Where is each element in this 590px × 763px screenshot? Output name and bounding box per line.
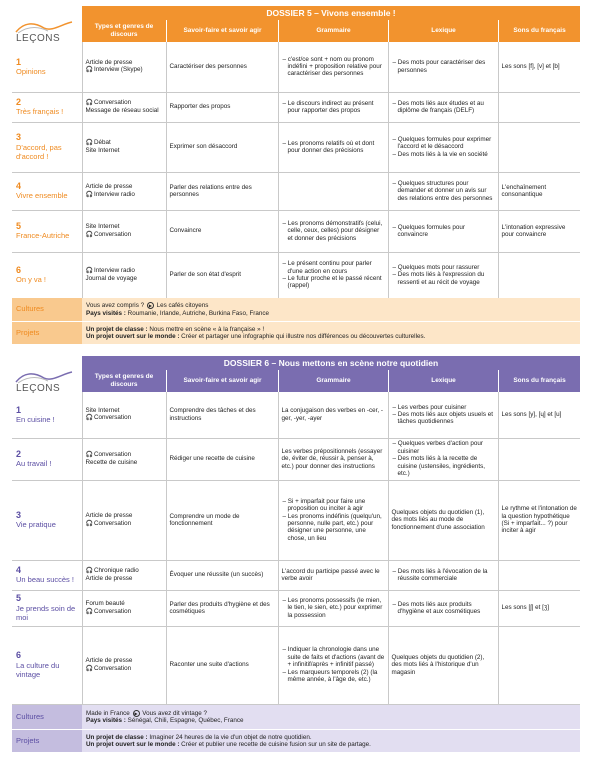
lesson-cell bbox=[12, 590, 82, 626]
discourse-type bbox=[86, 665, 163, 673]
table-row bbox=[12, 480, 580, 560]
pays-visites-label: Pays visités : bbox=[86, 717, 126, 724]
lesson-number: 1 bbox=[16, 404, 22, 415]
lesson-cell bbox=[12, 480, 82, 560]
grammaire-cell bbox=[278, 626, 388, 704]
grammaire-cell bbox=[278, 172, 388, 210]
lexique-cell bbox=[388, 172, 498, 210]
discourse-type bbox=[86, 520, 163, 528]
grammaire-cell bbox=[278, 590, 388, 626]
discourse-type-label: Site Internet bbox=[85, 223, 120, 231]
table-row bbox=[12, 42, 580, 92]
discourse-type-label: Article de presse bbox=[85, 575, 133, 583]
lesson-cell bbox=[12, 252, 82, 298]
headphones-icon: 🎧 bbox=[85, 67, 93, 74]
dossier-5 bbox=[12, 6, 580, 346]
types-cell bbox=[82, 392, 166, 438]
savoir-cell: Parler de son état d'esprit bbox=[166, 252, 278, 298]
sons-cell bbox=[498, 560, 580, 590]
grammaire-item: – Le discours indirect au présent pour rapporter des propos bbox=[282, 100, 385, 115]
pays-visites: Sénégal, Chili, Espagne, Québec, France bbox=[127, 717, 244, 724]
lecons-swirl-icon bbox=[14, 370, 76, 384]
discourse-type-label: Chronique radio bbox=[93, 567, 139, 575]
dossier-6-projets bbox=[12, 730, 580, 752]
headphones-icon: 🎧 bbox=[85, 191, 93, 198]
lesson-name: Opinions bbox=[16, 67, 46, 77]
cultures-label: Cultures bbox=[12, 705, 82, 729]
headphones-icon: 🎧 bbox=[85, 100, 93, 107]
lesson-number: 5 bbox=[16, 220, 22, 231]
cultures-video-1: Vous avez compris ? bbox=[86, 302, 145, 310]
play-icon[interactable]: ▶ bbox=[148, 303, 152, 309]
projet-classe: Imaginer 24 heures de la vie d'un objet de notre quotidien. bbox=[149, 733, 312, 741]
types-cell bbox=[82, 626, 166, 704]
discourse-type-label: Article de presse bbox=[85, 183, 133, 191]
discourse-type-label: Site Internet bbox=[85, 407, 120, 414]
col-header-grammaire: Grammaire bbox=[278, 20, 388, 42]
grammaire-cell bbox=[278, 392, 388, 438]
lesson-cell bbox=[12, 122, 82, 172]
table-row bbox=[12, 210, 580, 252]
lexique-item: – Quelques verbes d'action pour cuisiner bbox=[392, 440, 495, 455]
lesson-number: 2 bbox=[16, 448, 22, 459]
lexique-cell bbox=[388, 122, 498, 172]
lesson-number: 5 bbox=[16, 593, 22, 604]
discourse-type-label: Message de réseau social bbox=[85, 107, 159, 115]
types-cell bbox=[82, 210, 166, 252]
col-header-lexique: Lexique bbox=[388, 370, 498, 392]
lexique-item: Quelques objets du quotidien (2), des mots liés à l'historique d'un magasin bbox=[391, 653, 485, 676]
grammaire-item: L'accord du participe passé avec le verbe avoir bbox=[281, 567, 380, 582]
sons-cell bbox=[498, 626, 580, 704]
headphones-icon: 🎧 bbox=[85, 268, 93, 275]
projet-classe-label: Un projet de classe : bbox=[86, 325, 148, 333]
headphones-icon: 🎧 bbox=[85, 452, 93, 459]
lesson-number: 3 bbox=[16, 132, 22, 143]
discourse-type-label: Interview radio bbox=[93, 267, 135, 275]
lesson-cell bbox=[12, 626, 82, 704]
discourse-type-label: Article de presse bbox=[85, 657, 133, 665]
table-row bbox=[12, 560, 580, 590]
lesson-name: Très français ! bbox=[16, 107, 64, 117]
savoir-cell: Convaincre bbox=[166, 210, 278, 252]
lesson-number: 3 bbox=[16, 509, 22, 520]
sons-cell: Les sons [f], [v] et [b] bbox=[498, 42, 580, 92]
lexique-cell bbox=[388, 438, 498, 480]
table-row bbox=[12, 438, 580, 480]
cultures-video-2: Vous avez dit vintage ? bbox=[142, 709, 208, 717]
discourse-type bbox=[86, 223, 163, 230]
headphones-icon: 🎧 bbox=[85, 520, 93, 527]
savoir-cell: Raconter une suite d'actions bbox=[166, 626, 278, 704]
lexique-cell bbox=[388, 626, 498, 704]
table-row bbox=[12, 172, 580, 210]
grammaire-cell bbox=[278, 560, 388, 590]
discourse-type-label: Conversation bbox=[93, 414, 132, 422]
col-header-lexique: Lexique bbox=[388, 20, 498, 42]
discourse-type-label: Interview radio bbox=[93, 190, 135, 198]
discourse-type bbox=[86, 267, 163, 275]
dossier-6-column-headers bbox=[82, 370, 580, 392]
dossier-6 bbox=[12, 356, 580, 756]
lesson-cell bbox=[12, 92, 82, 122]
headphones-icon: 🎧 bbox=[85, 608, 93, 615]
discourse-type-label: Conversation bbox=[93, 664, 132, 672]
lesson-name: Un beau succès ! bbox=[16, 575, 74, 585]
lexique-cell bbox=[388, 210, 498, 252]
lexique-item: – Quelques formules pour exprimer l'accord et le désaccord bbox=[392, 136, 495, 151]
discourse-type-label: Article de presse bbox=[85, 59, 133, 66]
projet-monde-label: Un projet ouvert sur le monde : bbox=[86, 741, 180, 748]
grammaire-item: – Les marqueurs temporels (2) (la même année, à l'âge de, etc.) bbox=[282, 669, 385, 684]
cultures-label: Cultures bbox=[12, 298, 82, 321]
discourse-type bbox=[86, 231, 163, 239]
discourse-type-label: Forum beauté bbox=[85, 600, 125, 608]
discourse-type bbox=[86, 139, 163, 147]
lesson-number: 6 bbox=[16, 264, 22, 275]
lexique-item: – Des mots liés à l'évocation de la réussite commerciale bbox=[392, 568, 495, 583]
lesson-name: Au travail ! bbox=[16, 459, 52, 469]
types-cell bbox=[82, 480, 166, 560]
col-header-types: Types et genres de discours bbox=[82, 370, 166, 392]
types-cell bbox=[82, 560, 166, 590]
discourse-type bbox=[86, 567, 163, 575]
lexique-item: – Quelques mots pour rassurer bbox=[392, 264, 495, 271]
discourse-type bbox=[86, 451, 163, 459]
discourse-type bbox=[86, 657, 163, 664]
projet-classe-label: Un projet de classe : bbox=[86, 733, 148, 741]
grammaire-item: – Les pronoms démonstratifs (celui, celle, ceux, celles) pour désigner et donner des précisions bbox=[282, 220, 385, 242]
grammaire-item: Les verbes prépositionnels (essayer de, éviter de, réussir à, penser à, etc.) pour donner des instructions bbox=[281, 447, 383, 470]
lexique-item: – Quelques structures pour demander et donner un avis sur des relations entre des personnes bbox=[392, 180, 495, 202]
types-cell bbox=[82, 92, 166, 122]
lexique-cell bbox=[388, 392, 498, 438]
lecons-label: LEÇONS bbox=[16, 383, 61, 394]
discourse-type-label: Conversation bbox=[93, 607, 132, 615]
dossier-5-table bbox=[12, 42, 580, 299]
savoir-cell: Parler des produits d'hygiène et des cosmétiques bbox=[166, 590, 278, 626]
dossier-6-grid bbox=[82, 356, 580, 392]
lesson-number: 6 bbox=[16, 650, 22, 661]
lecons-label: LEÇONS bbox=[16, 33, 61, 44]
discourse-type bbox=[86, 459, 163, 466]
col-header-sons: Sons du français bbox=[498, 370, 580, 392]
headphones-icon: 🎧 bbox=[85, 231, 93, 238]
col-header-types: Types et genres de discours bbox=[82, 20, 166, 42]
col-header-savoir: Savoir-faire et savoir agir bbox=[166, 370, 278, 392]
grammaire-item: – Si + imparfait pour faire une proposition ou inciter à agir bbox=[282, 498, 385, 513]
savoir-cell: Comprendre un mode de fonctionnement bbox=[166, 480, 278, 560]
projet-classe: Nous mettre en scène « à la française » ! bbox=[149, 325, 265, 333]
sons-cell: Les sons [ʃ] et [ʒ] bbox=[498, 590, 580, 626]
col-header-savoir: Savoir-faire et savoir agir bbox=[166, 20, 278, 42]
projet-monde-label: Un projet ouvert sur le monde : bbox=[86, 333, 180, 340]
savoir-cell: Caractériser des personnes bbox=[166, 42, 278, 92]
discourse-type-label: Conversation bbox=[93, 451, 132, 459]
lexique-item: – Des mots liés à la recette de cuisine (ustensiles, ingrédients, etc.) bbox=[392, 455, 495, 477]
grammaire-cell bbox=[278, 42, 388, 92]
savoir-cell: Rapporter des propos bbox=[166, 92, 278, 122]
lexique-item: – Les verbes pour cuisiner bbox=[392, 404, 495, 411]
lesson-name: Vie pratique bbox=[16, 520, 56, 530]
types-cell bbox=[82, 42, 166, 92]
discourse-type bbox=[86, 275, 163, 282]
cultures-video-1: Made in France bbox=[86, 709, 130, 717]
dossier-6-cultures bbox=[12, 705, 580, 729]
sons-cell bbox=[498, 92, 580, 122]
discourse-type bbox=[86, 147, 163, 154]
headphones-icon: 🎧 bbox=[85, 415, 93, 422]
table-row bbox=[12, 392, 580, 438]
discourse-type bbox=[86, 512, 163, 519]
table-row bbox=[12, 252, 580, 298]
dossier-5-grid bbox=[82, 6, 580, 42]
lexique-item: – Des mots pour caractériser des personnes bbox=[392, 59, 495, 74]
discourse-type bbox=[86, 191, 163, 199]
lexique-cell bbox=[388, 480, 498, 560]
discourse-type-label: Interview (Skype) bbox=[93, 66, 143, 74]
grammaire-item: – Les pronoms indéfinis (quelqu'un, personne, nulle part, etc.) pour désigner une personne, une chose, un lieu bbox=[282, 513, 385, 543]
lesson-number: 4 bbox=[16, 564, 22, 575]
table-row bbox=[12, 122, 580, 172]
lesson-name: On y va ! bbox=[16, 275, 47, 285]
types-cell bbox=[82, 438, 166, 480]
lesson-name: Je prends soin de moi bbox=[16, 603, 76, 622]
lesson-name: D'accord, pas d'accord ! bbox=[16, 142, 62, 161]
lesson-cell bbox=[12, 210, 82, 252]
headphones-icon: 🎧 bbox=[85, 665, 93, 672]
lesson-number: 2 bbox=[16, 96, 22, 107]
lesson-cell bbox=[12, 42, 82, 92]
headphones-icon: 🎧 bbox=[85, 568, 93, 575]
table-row bbox=[12, 626, 580, 704]
table-row bbox=[12, 590, 580, 626]
lexique-cell bbox=[388, 560, 498, 590]
discourse-type-label: Débat bbox=[93, 139, 111, 147]
lexique-cell bbox=[388, 252, 498, 298]
dossier-5-column-headers bbox=[82, 20, 580, 42]
grammaire-cell bbox=[278, 210, 388, 252]
grammaire-item: – c'est/ce sont + nom ou pronom indéfini + proposition relative pour caractériser des personnes bbox=[282, 56, 385, 78]
discourse-type bbox=[86, 414, 163, 422]
lesson-number: 4 bbox=[16, 180, 22, 191]
col-header-grammaire: Grammaire bbox=[278, 370, 388, 392]
pays-visites-label: Pays visités : bbox=[86, 309, 126, 317]
discourse-type bbox=[86, 608, 163, 616]
dossier-5-projets bbox=[12, 322, 580, 344]
discourse-type bbox=[86, 107, 163, 114]
discourse-type-label: Article de presse bbox=[85, 512, 133, 520]
savoir-cell: Parler des relations entre des personnes bbox=[166, 172, 278, 210]
discourse-type bbox=[86, 575, 163, 582]
lexique-item: – Des mots liés à la vie en société bbox=[392, 151, 495, 158]
grammaire-cell bbox=[278, 438, 388, 480]
savoir-cell: Rédiger une recette de cuisine bbox=[166, 438, 278, 480]
lexique-item: – Des mots liés aux objets usuels et tâches quotidiennes bbox=[392, 411, 495, 426]
discourse-type bbox=[86, 99, 163, 107]
savoir-cell: Évoquer une réussite (un succès) bbox=[166, 560, 278, 590]
dossier-5-cultures bbox=[12, 298, 580, 321]
pays-visites: Roumanie, Irlande, Autriche, Burkina Faso, France bbox=[127, 309, 270, 317]
dossier-6-title: DOSSIER 6 – Nous mettons en scène notre quotidien bbox=[82, 356, 580, 370]
grammaire-cell bbox=[278, 480, 388, 560]
lesson-cell bbox=[12, 560, 82, 590]
lesson-name: Vivre ensemble bbox=[16, 191, 68, 201]
cultures-video-2: Les cafés citoyens bbox=[156, 302, 209, 310]
lesson-number: 1 bbox=[16, 56, 22, 67]
sons-cell: Le rythme et l'intonation de la question hypothétique (Si + imparfait... ?) pour inciter à agir bbox=[498, 480, 580, 560]
projet-monde: Créer et partager une infographie qui illustre nos différences ou découvertes culturelles. bbox=[181, 333, 426, 340]
grammaire-item: – Indiquer la chronologie dans une suite de faits et d'actions (avant de + infinitif/après + infinitif passé) bbox=[282, 646, 385, 668]
lexique-item: – Quelques formules pour convaincre bbox=[392, 224, 495, 239]
discourse-type-label: Conversation bbox=[93, 99, 132, 107]
sons-cell bbox=[498, 122, 580, 172]
discourse-type-label: Journal de voyage bbox=[85, 275, 137, 283]
lexique-cell bbox=[388, 42, 498, 92]
lesson-cell bbox=[12, 392, 82, 438]
lexique-cell bbox=[388, 92, 498, 122]
projets-label: Projets bbox=[12, 730, 82, 752]
dossier-6-table bbox=[12, 392, 580, 705]
lesson-name: La culture du vintage bbox=[16, 660, 60, 679]
grammaire-cell bbox=[278, 122, 388, 172]
discourse-type-label: Recette de cuisine bbox=[85, 459, 138, 467]
lexique-item: – Des mots liés à l'expression du ressenti et au récit de voyage bbox=[392, 271, 495, 286]
sons-cell bbox=[498, 252, 580, 298]
grammaire-item: – Les pronoms relatifs où et dont pour donner des précisions bbox=[282, 140, 385, 155]
grammaire-cell bbox=[278, 252, 388, 298]
discourse-type bbox=[86, 183, 163, 190]
sons-cell: Les sons [y], [ɥ] et [u] bbox=[498, 392, 580, 438]
lesson-cell bbox=[12, 438, 82, 480]
lexique-item: Quelques objets du quotidien (1), des mots liés au mode de fonctionnement d'une association bbox=[391, 508, 485, 531]
lesson-name: En cuisine ! bbox=[16, 415, 55, 425]
discourse-type bbox=[86, 66, 163, 74]
grammaire-item: – Les pronoms possessifs (le mien, le tien, le sien, etc.) pour exprimer la possession bbox=[282, 597, 385, 619]
savoir-cell: Exprimer son désaccord bbox=[166, 122, 278, 172]
play-icon[interactable]: ▶ bbox=[134, 710, 138, 716]
lexique-item: – Des mots liés aux produits d'hygiène et aux cosmétiques bbox=[392, 601, 495, 616]
types-cell bbox=[82, 590, 166, 626]
sons-cell bbox=[498, 438, 580, 480]
discourse-type-label: Conversation bbox=[93, 230, 132, 238]
lecons-swirl-icon bbox=[14, 20, 76, 34]
savoir-cell: Comprendre des tâches et des instructions bbox=[166, 392, 278, 438]
types-cell bbox=[82, 252, 166, 298]
col-header-sons: Sons du français bbox=[498, 20, 580, 42]
dossier-5-title: DOSSIER 5 – Vivons ensemble ! bbox=[82, 6, 580, 20]
sons-cell: L'intonation expressive pour convaincre bbox=[498, 210, 580, 252]
lesson-cell bbox=[12, 172, 82, 210]
grammaire-item: – Le présent continu pour parler d'une action en cours bbox=[282, 260, 385, 275]
grammaire-item: La conjugaison des verbes en -cer, -ger, -yer, -ayer bbox=[281, 407, 384, 422]
projet-monde: Créer et publier une recette de cuisine fusion sur un site de partage. bbox=[181, 741, 371, 748]
sons-cell: L'enchaînement consonantique bbox=[498, 172, 580, 210]
discourse-type-label: Conversation bbox=[93, 519, 132, 527]
grammaire-item: – Le futur proche et le passé récent (rappel) bbox=[282, 275, 385, 290]
lexique-item: – Des mots liés aux études et au diplôme de français (DELF) bbox=[392, 100, 495, 115]
lesson-name: France-Autriche bbox=[16, 231, 70, 241]
headphones-icon: 🎧 bbox=[85, 140, 93, 147]
grammaire-cell bbox=[278, 92, 388, 122]
types-cell bbox=[82, 172, 166, 210]
lexique-cell bbox=[388, 590, 498, 626]
discourse-type-label: Site Internet bbox=[85, 147, 120, 155]
table-row bbox=[12, 92, 580, 122]
discourse-type bbox=[86, 600, 163, 607]
types-cell bbox=[82, 122, 166, 172]
projets-label: Projets bbox=[12, 322, 82, 344]
